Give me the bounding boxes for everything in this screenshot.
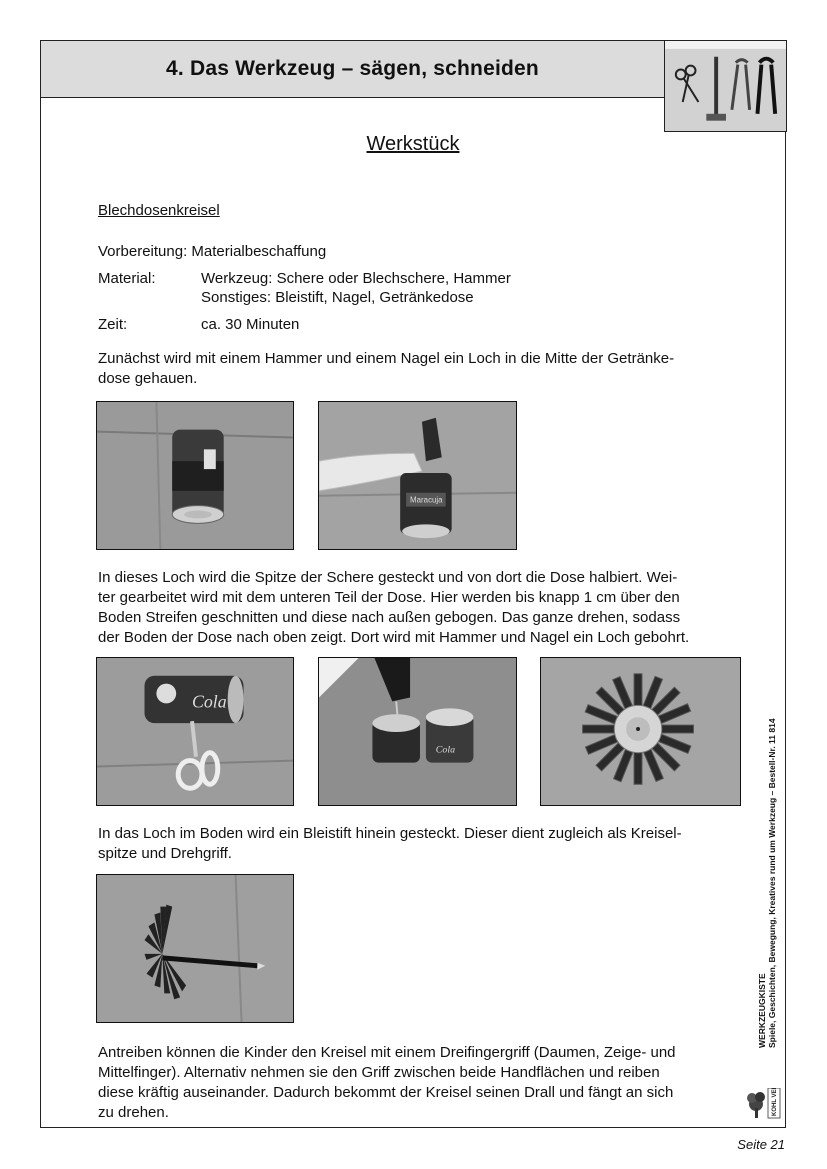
- step-3-text: [98, 824, 682, 864]
- text-line: Boden Streifen geschnitten und diese nach außen gebogen. Das ganze drehen, sodass: [98, 609, 681, 626]
- text-line: spitze und Drehgriff.: [98, 845, 232, 862]
- text-line: ter gearbeitet wird mit dem unteren Teil der Dose. Hier werden bis knapp 1 cm über den: [98, 589, 680, 606]
- publisher-name: KOHL VERLAG: [772, 1088, 778, 1116]
- material-label: Material:: [98, 270, 156, 287]
- hammer-image: [319, 402, 516, 549]
- can-image: [97, 402, 293, 549]
- worksheet-title: Werkstück: [366, 133, 460, 155]
- text-line: der Boden der Dose nach oben zeigt. Dort wird mit Hammer und Nagel ein Loch gebohrt.: [98, 629, 690, 646]
- tools-photo: [664, 40, 787, 132]
- text-line: diese kräftig auseinander. Dadurch bekommt der Kreisel seinen Drall und fängt an sich: [98, 1084, 674, 1101]
- spinning-top-image: [97, 875, 293, 1022]
- can-label-text: Maracuja: [410, 495, 443, 505]
- svg-text:Cola: Cola: [192, 691, 227, 712]
- time-label: Zeit:: [98, 316, 128, 333]
- publisher-logo: [746, 1088, 782, 1120]
- text-line: Antreiben können die Kinder den Kreisel mit einem Dreifingergriff (Daumen, Zeige- und: [98, 1044, 676, 1061]
- svg-text:Cola: Cola: [435, 744, 456, 756]
- chapter-title: 4. Das Werkzeug – sägen, schneiden: [166, 57, 539, 80]
- time-value: ca. 30 Minuten: [201, 316, 300, 333]
- page-number: Seite 21: [737, 1137, 785, 1152]
- photo-can: [96, 401, 294, 550]
- project-title: Blechdosenkreisel: [98, 202, 220, 219]
- photo-halved-can: [318, 657, 517, 806]
- photo-flower-can: [540, 657, 741, 806]
- photo-scissors-can: [96, 657, 294, 806]
- tools-image: [665, 41, 786, 132]
- material-other: Sonstiges: Bleistift, Nagel, Getränkedose: [201, 289, 474, 306]
- sidebar-series: WERKZEUGKISTE: [757, 973, 767, 1048]
- step-2-text: [98, 568, 689, 648]
- time-row: [98, 315, 698, 335]
- text-line: In das Loch im Boden wird ein Bleistift hinein gesteckt. Dieser dient zugleich als Kreisel-: [98, 825, 682, 842]
- step-1-text: [98, 349, 674, 389]
- chapter-header: [40, 40, 665, 98]
- sidebar-book-info: [757, 718, 777, 1048]
- text-line: In dieses Loch wird die Spitze der Schere gesteckt und von dort die Dose halbiert. Wei-: [98, 569, 678, 586]
- photo-spinning-top: [96, 874, 294, 1023]
- halved-can-image: [319, 658, 516, 805]
- photo-hammer-nail: [318, 401, 517, 550]
- text-line: Zunächst wird mit einem Hammer und einem Nagel ein Loch in die Mitte der Getränke-: [98, 350, 675, 367]
- text-line: dose gehauen.: [98, 370, 198, 387]
- text-line: Mittelfinger). Alternativ nehmen sie den Griff zwischen beide Handflächen und reiben: [98, 1064, 660, 1081]
- sidebar-subtitle: Spiele, Geschichten, Bewegung, Kreatives rund um Werkzeug – Bestell-Nr. 11 814: [767, 718, 777, 1048]
- scissors-image: [97, 658, 293, 805]
- text-line: zu drehen.: [98, 1104, 169, 1121]
- step-4-text: [98, 1043, 676, 1123]
- flower-can-image: [541, 658, 740, 805]
- material-row: [98, 269, 698, 309]
- material-tools: Werkzeug: Schere oder Blechschere, Hammer: [201, 270, 511, 287]
- preparation-line: Vorbereitung: Materialbeschaffung: [98, 243, 327, 260]
- tree-icon: [746, 1088, 782, 1120]
